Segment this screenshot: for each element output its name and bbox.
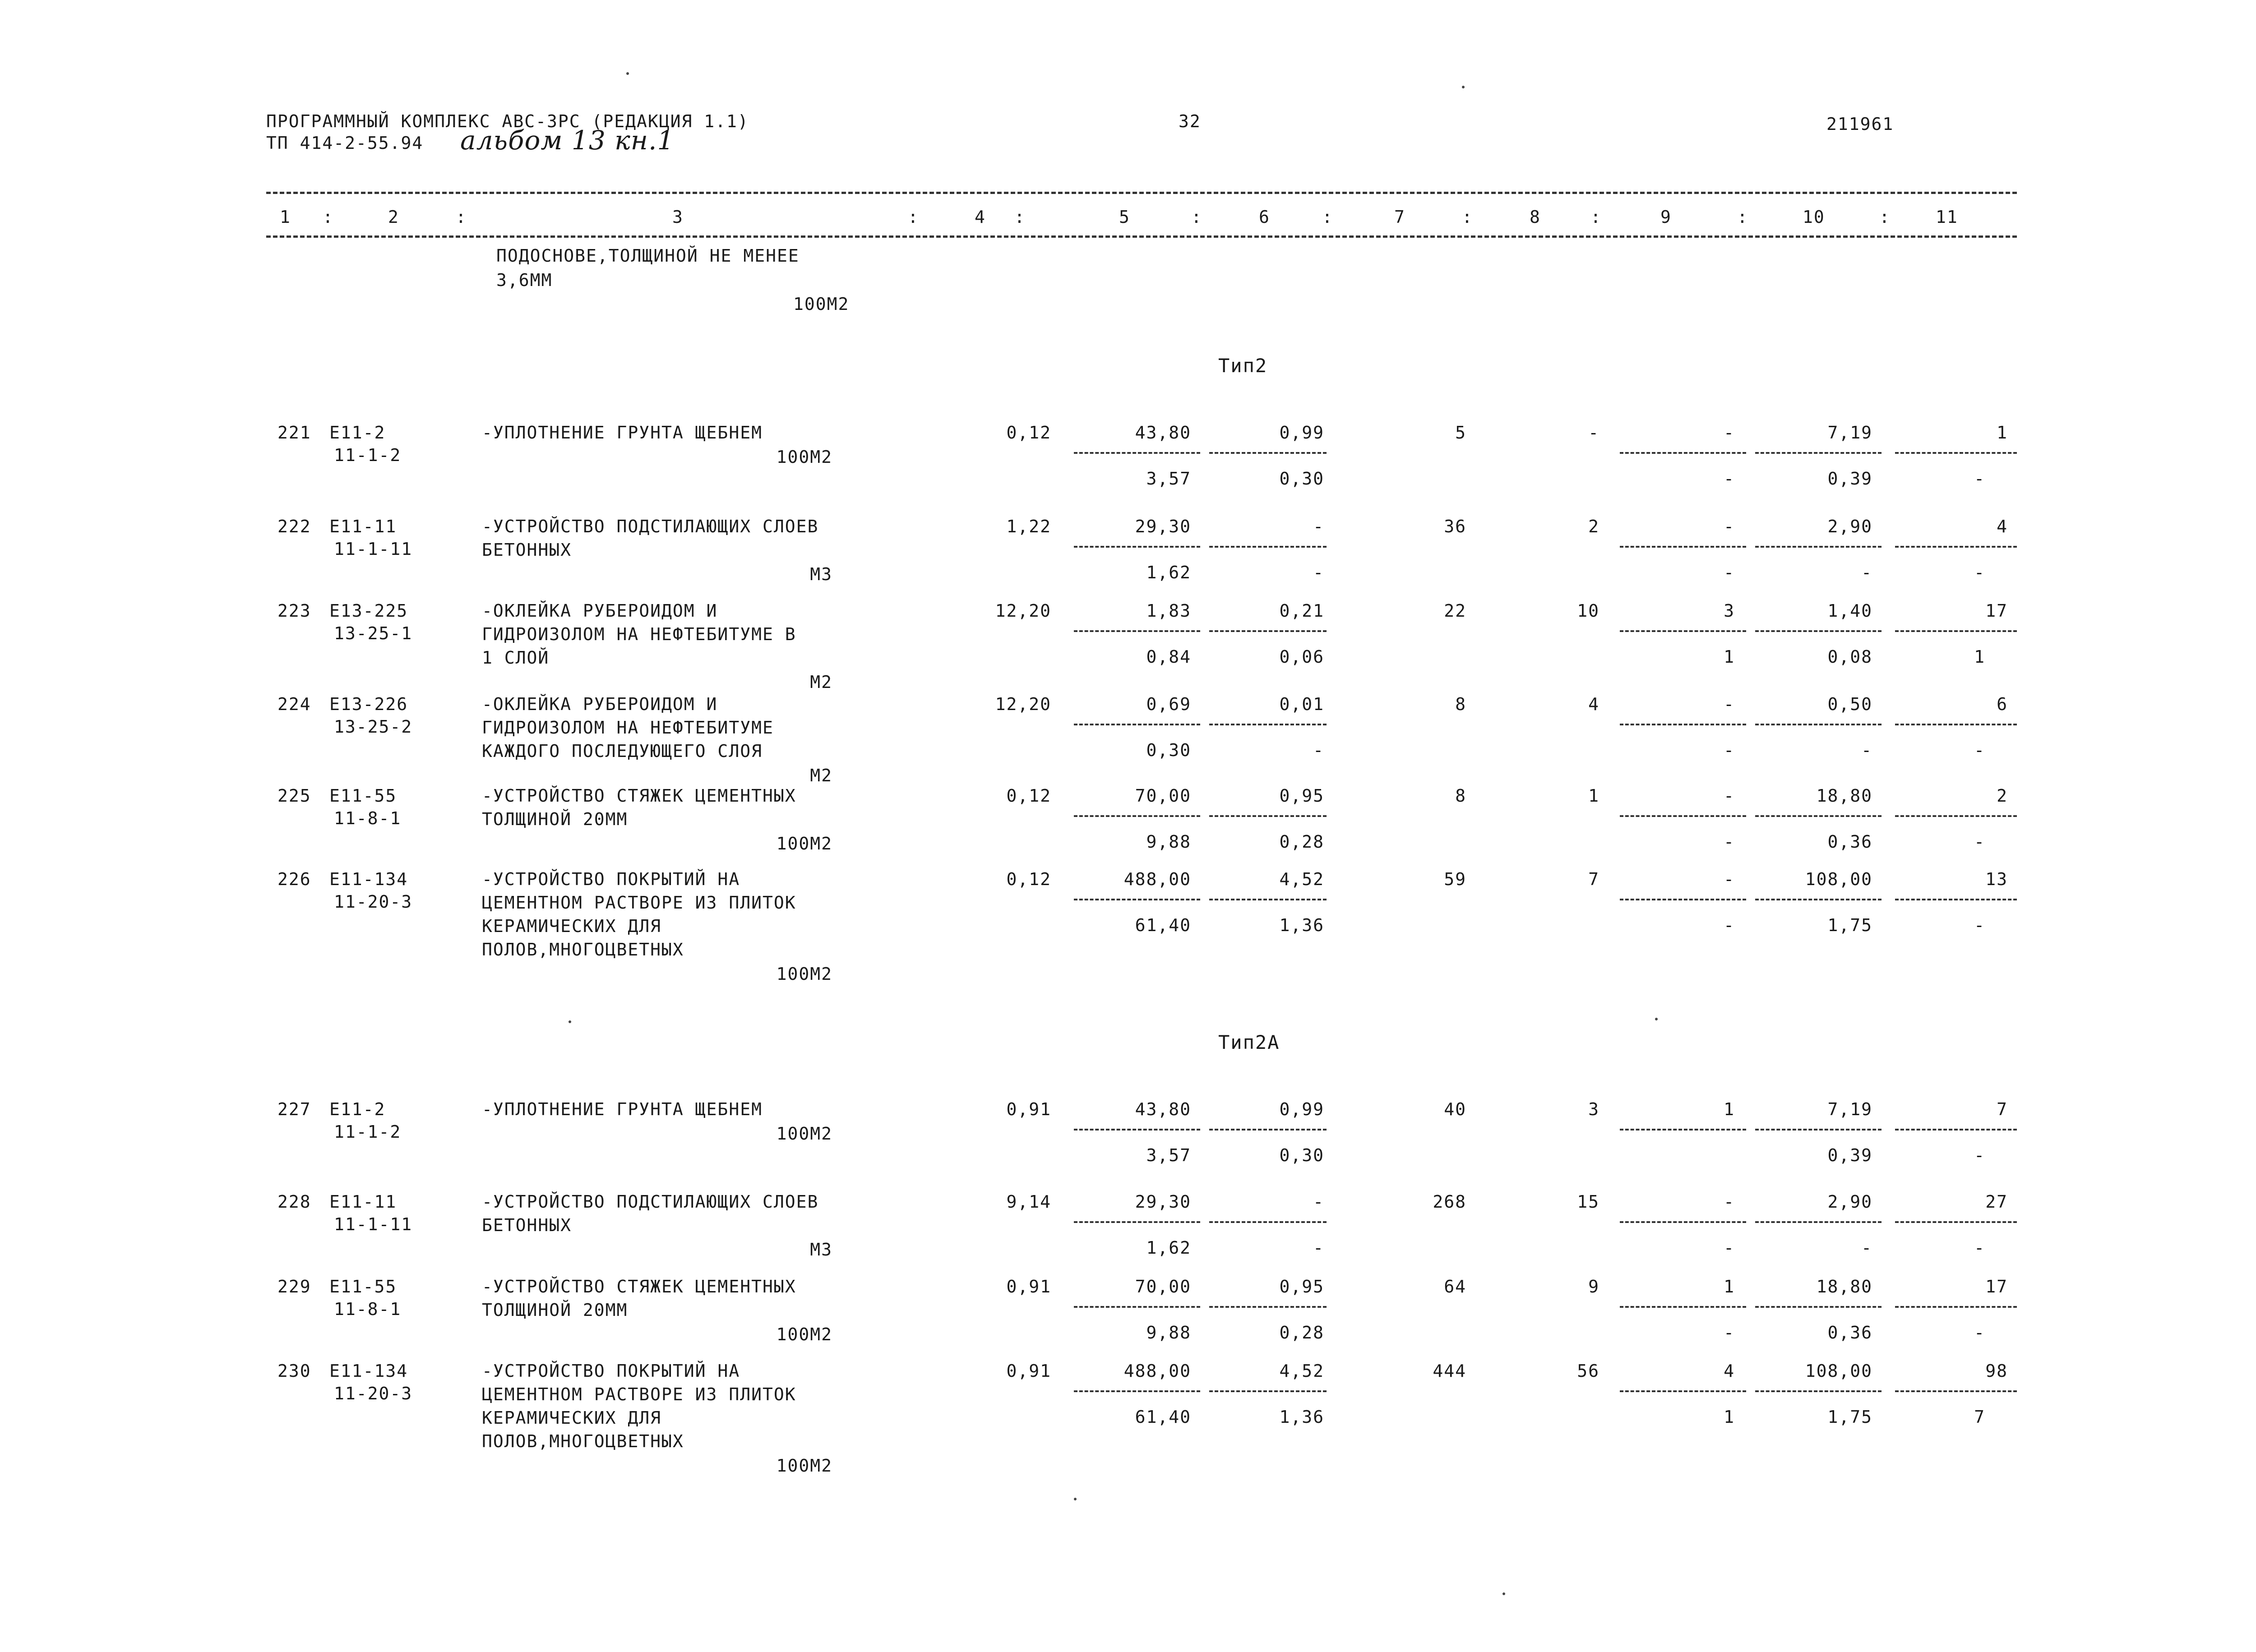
col11-top: 17 — [1985, 1277, 2008, 1297]
column-separator: : — [323, 207, 334, 227]
col11-divider — [1895, 630, 2017, 632]
col6-divider — [1209, 1306, 1327, 1308]
col10-divider — [1755, 815, 1882, 817]
col7-value: 8 — [1455, 694, 1466, 714]
col9-bottom: - — [1724, 832, 1735, 852]
col9-divider — [1620, 1129, 1746, 1131]
col10-divider — [1755, 1129, 1882, 1131]
tp-code: ТП 414-2-55.94 — [266, 133, 424, 153]
col10-top: 108,00 — [1805, 1361, 1872, 1381]
col5-top: 0,69 — [1146, 694, 1191, 714]
col11-bottom: - — [1974, 915, 1985, 935]
column-separator: : — [1462, 207, 1473, 227]
col7-value: 444 — [1433, 1361, 1466, 1381]
col6-top: 0,99 — [1279, 1099, 1324, 1119]
col11-top: 7 — [1997, 1099, 2008, 1119]
col6-bottom: - — [1313, 563, 1324, 582]
row-description: -ОКЛЕЙКА РУБЕРОИДОМ И — [482, 601, 718, 621]
col9-bottom: 1 — [1724, 647, 1735, 667]
column-header-1: 1 — [280, 207, 291, 227]
col9-top: 4 — [1724, 1361, 1735, 1381]
row-number: 222 — [277, 517, 311, 536]
row-number: 228 — [277, 1192, 311, 1212]
row-description: ГИДРОИЗОЛОМ НА НЕФТЕБИТУМЕ В — [482, 624, 796, 644]
col5-divider — [1074, 1221, 1200, 1223]
column-header-3: 3 — [672, 207, 684, 227]
row-number: 229 — [277, 1277, 311, 1297]
row-subcode: 11-1-2 — [334, 1122, 402, 1142]
row-code: Е13-225 — [329, 601, 408, 621]
column-header-5: 5 — [1119, 207, 1130, 227]
row-description: -УСТРОЙСТВО СТЯЖЕК ЦЕМЕНТНЫХ — [482, 786, 796, 806]
col5-divider — [1074, 452, 1200, 454]
col8-value: 9 — [1588, 1277, 1600, 1297]
row-subcode: 11-8-1 — [334, 808, 402, 828]
col9-top: - — [1724, 694, 1735, 714]
carry-over-line-2: 3,6ММ — [496, 270, 553, 290]
col4-quantity: 0,91 — [1006, 1361, 1051, 1381]
col4-quantity: 0,12 — [1006, 423, 1051, 443]
col5-divider — [1074, 546, 1200, 548]
col5-top: 43,80 — [1135, 423, 1191, 443]
col9-bottom: - — [1724, 1323, 1735, 1343]
row-description: ТОЛЩИНОЙ 20ММ — [482, 1300, 628, 1320]
col6-top: - — [1313, 517, 1324, 536]
row-subcode: 13-25-1 — [334, 623, 413, 643]
row-description: 1 СЛОЙ — [482, 648, 550, 668]
col6-top: 4,52 — [1279, 869, 1324, 889]
col4-quantity: 0,12 — [1006, 869, 1051, 889]
row-subcode: 11-1-2 — [334, 445, 402, 465]
col5-divider — [1074, 815, 1200, 817]
col6-bottom: - — [1313, 740, 1324, 760]
col11-bottom: - — [1974, 1145, 1985, 1165]
column-header-9: 9 — [1660, 207, 1672, 227]
col9-bottom: - — [1724, 469, 1735, 489]
col6-divider — [1209, 1390, 1327, 1392]
column-separator: : — [1590, 207, 1602, 227]
col6-bottom: 0,06 — [1279, 647, 1324, 667]
col5-bottom: 3,57 — [1146, 469, 1191, 489]
col5-top: 29,30 — [1135, 1192, 1191, 1212]
col10-top: 2,90 — [1827, 517, 1872, 536]
scan-speck — [1462, 86, 1465, 88]
row-number: 225 — [277, 786, 311, 806]
col5-bottom: 1,62 — [1146, 563, 1191, 582]
col11-divider — [1895, 1129, 2017, 1131]
col10-bottom: 1,75 — [1827, 1407, 1872, 1427]
col7-value: 5 — [1455, 423, 1466, 443]
col7-value: 40 — [1444, 1099, 1466, 1119]
row-unit: 100М2 — [776, 1124, 832, 1144]
col5-divider — [1074, 899, 1200, 900]
col10-top: 1,40 — [1827, 601, 1872, 621]
col5-bottom: 61,40 — [1135, 915, 1191, 935]
row-number: 230 — [277, 1361, 311, 1381]
row-description: БЕТОННЫХ — [482, 540, 572, 560]
col8-value: 7 — [1588, 869, 1600, 889]
carry-over-line-1: ПОДОСНОВЕ,ТОЛЩИНОЙ НЕ МЕНЕЕ — [496, 246, 800, 266]
col10-divider — [1755, 724, 1882, 725]
column-separator: : — [1322, 207, 1333, 227]
row-subcode: 11-20-3 — [334, 892, 413, 912]
column-header-6: 6 — [1259, 207, 1270, 227]
col11-top: 27 — [1985, 1192, 2008, 1212]
col6-bottom: 1,36 — [1279, 915, 1324, 935]
col11-top: 98 — [1985, 1361, 2008, 1381]
col10-top: 7,19 — [1827, 423, 1872, 443]
col9-divider — [1620, 452, 1746, 454]
col11-bottom: - — [1974, 1238, 1985, 1258]
col10-top: 2,90 — [1827, 1192, 1872, 1212]
col10-bottom: 0,39 — [1827, 1145, 1872, 1165]
col9-bottom: - — [1724, 915, 1735, 935]
col6-bottom: - — [1313, 1238, 1324, 1258]
col6-top: 0,95 — [1279, 1277, 1324, 1297]
column-header-2: 2 — [388, 207, 399, 227]
col6-divider — [1209, 724, 1327, 725]
row-description: ЦЕМЕНТНОМ РАСТВОРЕ ИЗ ПЛИТОК — [482, 893, 796, 913]
col9-top: - — [1724, 786, 1735, 806]
col8-value: 2 — [1588, 517, 1600, 536]
col11-bottom: - — [1974, 563, 1985, 582]
col11-divider — [1895, 724, 2017, 725]
scan-speck — [1655, 1018, 1658, 1020]
col10-top: 0,50 — [1827, 694, 1872, 714]
col10-divider — [1755, 899, 1882, 900]
row-description: -УПЛОТНЕНИЕ ГРУНТА ЩЕБНЕМ — [482, 423, 763, 443]
col9-divider — [1620, 630, 1746, 632]
row-description: -УСТРОЙСТВО ПОДСТИЛАЮЩИХ СЛОЕВ — [482, 517, 819, 536]
col9-divider — [1620, 1221, 1746, 1223]
row-code: Е11-11 — [329, 1192, 397, 1212]
row-description: -УСТРОЙСТВО СТЯЖЕК ЦЕМЕНТНЫХ — [482, 1277, 796, 1297]
col10-bottom: 0,39 — [1827, 469, 1872, 489]
column-separator: : — [1879, 207, 1891, 227]
carry-over-unit: 100М2 — [793, 294, 850, 314]
header-rule-bottom — [266, 235, 2017, 238]
col11-top: 4 — [1997, 517, 2008, 536]
row-number: 224 — [277, 694, 311, 714]
col9-divider — [1620, 546, 1746, 548]
col5-bottom: 0,30 — [1146, 740, 1191, 760]
col11-divider — [1895, 1221, 2017, 1223]
col9-divider — [1620, 1390, 1746, 1392]
col6-divider — [1209, 1221, 1327, 1223]
col6-top: 4,52 — [1279, 1361, 1324, 1381]
column-header-10: 10 — [1803, 207, 1825, 227]
col7-value: 8 — [1455, 786, 1466, 806]
col5-divider — [1074, 1306, 1200, 1308]
row-description: -УСТРОЙСТВО ПОДСТИЛАЮЩИХ СЛОЕВ — [482, 1192, 819, 1212]
row-code: Е11-55 — [329, 1277, 397, 1297]
col9-top: - — [1724, 423, 1735, 443]
col10-divider — [1755, 1221, 1882, 1223]
col10-bottom: - — [1861, 740, 1872, 760]
col10-top: 18,80 — [1816, 786, 1872, 806]
column-separator: : — [456, 207, 467, 227]
col6-divider — [1209, 630, 1327, 632]
col10-divider — [1755, 630, 1882, 632]
col10-top: 18,80 — [1816, 1277, 1872, 1297]
column-separator: : — [908, 207, 919, 227]
col6-top: 0,21 — [1279, 601, 1324, 621]
col6-top: 0,01 — [1279, 694, 1324, 714]
col4-quantity: 9,14 — [1006, 1192, 1051, 1212]
col10-bottom: - — [1861, 1238, 1872, 1258]
row-description: -УСТРОЙСТВО ПОКРЫТИЙ НА — [482, 869, 740, 889]
col4-quantity: 12,20 — [995, 694, 1051, 714]
row-code: Е11-134 — [329, 1361, 408, 1381]
column-separator: : — [1191, 207, 1202, 227]
col10-bottom: 0,08 — [1827, 647, 1872, 667]
col6-top: 0,95 — [1279, 786, 1324, 806]
col5-top: 29,30 — [1135, 517, 1191, 536]
row-description: КАЖДОГО ПОСЛЕДУЮЩЕГО СЛОЯ — [482, 741, 763, 761]
col6-divider — [1209, 899, 1327, 900]
program-title: ПРОГРАММНЫЙ КОМПЛЕКС АВС-3РС (РЕДАКЦИЯ 1.1) — [266, 111, 749, 131]
row-code: Е13-226 — [329, 694, 408, 714]
col10-bottom: 0,36 — [1827, 1323, 1872, 1343]
row-unit: 100М2 — [776, 1324, 832, 1344]
col5-divider — [1074, 1390, 1200, 1392]
col7-value: 268 — [1433, 1192, 1466, 1212]
scan-speck — [569, 1020, 571, 1023]
handwritten-note: альбом 13 кн.1 — [460, 125, 675, 156]
col9-top: 3 — [1724, 601, 1735, 621]
col11-bottom: 7 — [1974, 1407, 1985, 1427]
row-unit: 100М2 — [776, 834, 832, 854]
col6-divider — [1209, 815, 1327, 817]
col11-bottom: - — [1974, 832, 1985, 852]
row-unit: 100М2 — [776, 1456, 832, 1476]
col5-bottom: 3,57 — [1146, 1145, 1191, 1165]
row-number: 227 — [277, 1099, 311, 1119]
row-code: Е11-2 — [329, 1099, 386, 1119]
row-description: -УПЛОТНЕНИЕ ГРУНТА ЩЕБНЕМ — [482, 1099, 763, 1119]
col5-bottom: 0,84 — [1146, 647, 1191, 667]
section-title-type2a: Тип2А — [1218, 1031, 1280, 1053]
row-code: Е11-55 — [329, 786, 397, 806]
row-number: 226 — [277, 869, 311, 889]
col6-bottom: 1,36 — [1279, 1407, 1324, 1427]
row-unit: М2 — [810, 672, 832, 692]
col11-top: 17 — [1985, 601, 2008, 621]
row-unit: М3 — [810, 564, 832, 584]
col11-divider — [1895, 452, 2017, 454]
column-header-4: 4 — [975, 207, 986, 227]
col11-bottom: - — [1974, 740, 1985, 760]
row-description: БЕТОННЫХ — [482, 1215, 572, 1235]
col5-top: 70,00 — [1135, 786, 1191, 806]
col5-divider — [1074, 1129, 1200, 1131]
col6-bottom: 0,30 — [1279, 1145, 1324, 1165]
row-subcode: 11-1-11 — [334, 1214, 413, 1234]
col5-bottom: 9,88 — [1146, 1323, 1191, 1343]
col6-bottom: 0,28 — [1279, 832, 1324, 852]
scan-speck — [626, 72, 629, 75]
col9-top: 1 — [1724, 1277, 1735, 1297]
col11-top: 2 — [1997, 786, 2008, 806]
col9-top: - — [1724, 1192, 1735, 1212]
col11-divider — [1895, 1390, 2017, 1392]
row-unit: 100М2 — [776, 447, 832, 467]
col9-divider — [1620, 1306, 1746, 1308]
col5-bottom: 61,40 — [1135, 1407, 1191, 1427]
col8-value: 4 — [1588, 694, 1600, 714]
col8-value: - — [1588, 423, 1600, 443]
col4-quantity: 0,12 — [1006, 786, 1051, 806]
col8-value: 3 — [1588, 1099, 1600, 1119]
col11-top: 1 — [1997, 423, 2008, 443]
col5-bottom: 9,88 — [1146, 832, 1191, 852]
row-subcode: 11-8-1 — [334, 1299, 402, 1319]
col6-bottom: 0,28 — [1279, 1323, 1324, 1343]
col10-divider — [1755, 546, 1882, 548]
col5-top: 488,00 — [1123, 1361, 1191, 1381]
col9-bottom: 1 — [1724, 1407, 1735, 1427]
page-number: 32 — [1179, 111, 1201, 131]
row-description: ГИДРОИЗОЛОМ НА НЕФТЕБИТУМЕ — [482, 718, 774, 738]
row-description: -ОКЛЕЙКА РУБЕРОИДОМ И — [482, 694, 718, 714]
row-description: -УСТРОЙСТВО ПОКРЫТИЙ НА — [482, 1361, 740, 1381]
column-header-8: 8 — [1530, 207, 1541, 227]
column-separator: : — [1737, 207, 1748, 227]
col9-bottom: - — [1724, 1238, 1735, 1258]
row-subcode: 11-20-3 — [334, 1384, 413, 1403]
row-description: КЕРАМИЧЕСКИХ ДЛЯ — [482, 1408, 662, 1428]
scan-speck — [1502, 1592, 1505, 1595]
col6-divider — [1209, 452, 1327, 454]
row-code: Е11-2 — [329, 423, 386, 443]
col5-divider — [1074, 630, 1200, 632]
col8-value: 10 — [1577, 601, 1600, 621]
row-number: 221 — [277, 423, 311, 443]
col4-quantity: 0,91 — [1006, 1277, 1051, 1297]
col10-bottom: 1,75 — [1827, 915, 1872, 935]
col5-top: 1,83 — [1146, 601, 1191, 621]
col6-divider — [1209, 546, 1327, 548]
col11-bottom: - — [1974, 1323, 1985, 1343]
row-description: ПОЛОВ,МНОГОЦВЕТНЫХ — [482, 1431, 684, 1451]
col9-bottom: - — [1724, 563, 1735, 582]
col9-top: 1 — [1724, 1099, 1735, 1119]
col5-top: 70,00 — [1135, 1277, 1191, 1297]
row-unit: 100М2 — [776, 964, 832, 984]
row-number: 223 — [277, 601, 311, 621]
document-number: 211961 — [1826, 114, 1894, 134]
col9-divider — [1620, 899, 1746, 900]
row-code: Е11-11 — [329, 517, 397, 536]
col4-quantity: 12,20 — [995, 601, 1051, 621]
col10-divider — [1755, 452, 1882, 454]
col7-value: 59 — [1444, 869, 1466, 889]
col11-divider — [1895, 1306, 2017, 1308]
col10-bottom: 0,36 — [1827, 832, 1872, 852]
col5-divider — [1074, 724, 1200, 725]
row-subcode: 11-1-11 — [334, 539, 413, 559]
col5-top: 488,00 — [1123, 869, 1191, 889]
header-rule-top — [266, 192, 2017, 194]
col6-bottom: 0,30 — [1279, 469, 1324, 489]
col9-divider — [1620, 724, 1746, 725]
col9-bottom: - — [1724, 740, 1735, 760]
col11-divider — [1895, 815, 2017, 817]
col7-value: 22 — [1444, 601, 1466, 621]
col9-top: - — [1724, 869, 1735, 889]
row-code: Е11-134 — [329, 869, 408, 889]
col6-top: - — [1313, 1192, 1324, 1212]
col4-quantity: 0,91 — [1006, 1099, 1051, 1119]
col7-value: 64 — [1444, 1277, 1466, 1297]
column-header-7: 7 — [1394, 207, 1405, 227]
col8-value: 56 — [1577, 1361, 1600, 1381]
col11-bottom: - — [1974, 469, 1985, 489]
col11-divider — [1895, 899, 2017, 900]
row-description: КЕРАМИЧЕСКИХ ДЛЯ — [482, 916, 662, 936]
col9-divider — [1620, 815, 1746, 817]
row-subcode: 13-25-2 — [334, 717, 413, 737]
col6-top: 0,99 — [1279, 423, 1324, 443]
col8-value: 1 — [1588, 786, 1600, 806]
column-header-11: 11 — [1936, 207, 1958, 227]
col10-bottom: - — [1861, 563, 1872, 582]
row-unit: М2 — [810, 766, 832, 785]
col4-quantity: 1,22 — [1006, 517, 1051, 536]
row-description: ТОЛЩИНОЙ 20ММ — [482, 809, 628, 829]
col10-top: 7,19 — [1827, 1099, 1872, 1119]
col5-top: 43,80 — [1135, 1099, 1191, 1119]
col10-top: 108,00 — [1805, 869, 1872, 889]
col11-top: 13 — [1985, 869, 2008, 889]
col9-top: - — [1724, 517, 1735, 536]
col8-value: 15 — [1577, 1192, 1600, 1212]
row-description: ЦЕМЕНТНОМ РАСТВОРЕ ИЗ ПЛИТОК — [482, 1384, 796, 1404]
col7-value: 36 — [1444, 517, 1466, 536]
row-unit: М3 — [810, 1240, 832, 1260]
col10-divider — [1755, 1306, 1882, 1308]
col5-bottom: 1,62 — [1146, 1238, 1191, 1258]
row-description: ПОЛОВ,МНОГОЦВЕТНЫХ — [482, 940, 684, 960]
col11-bottom: 1 — [1974, 647, 1985, 667]
col10-divider — [1755, 1390, 1882, 1392]
scan-speck — [1074, 1498, 1077, 1500]
col11-top: 6 — [1997, 694, 2008, 714]
column-separator: : — [1014, 207, 1026, 227]
col6-divider — [1209, 1129, 1327, 1131]
section-title-type2: Тип2 — [1218, 355, 1268, 377]
col11-divider — [1895, 546, 2017, 548]
